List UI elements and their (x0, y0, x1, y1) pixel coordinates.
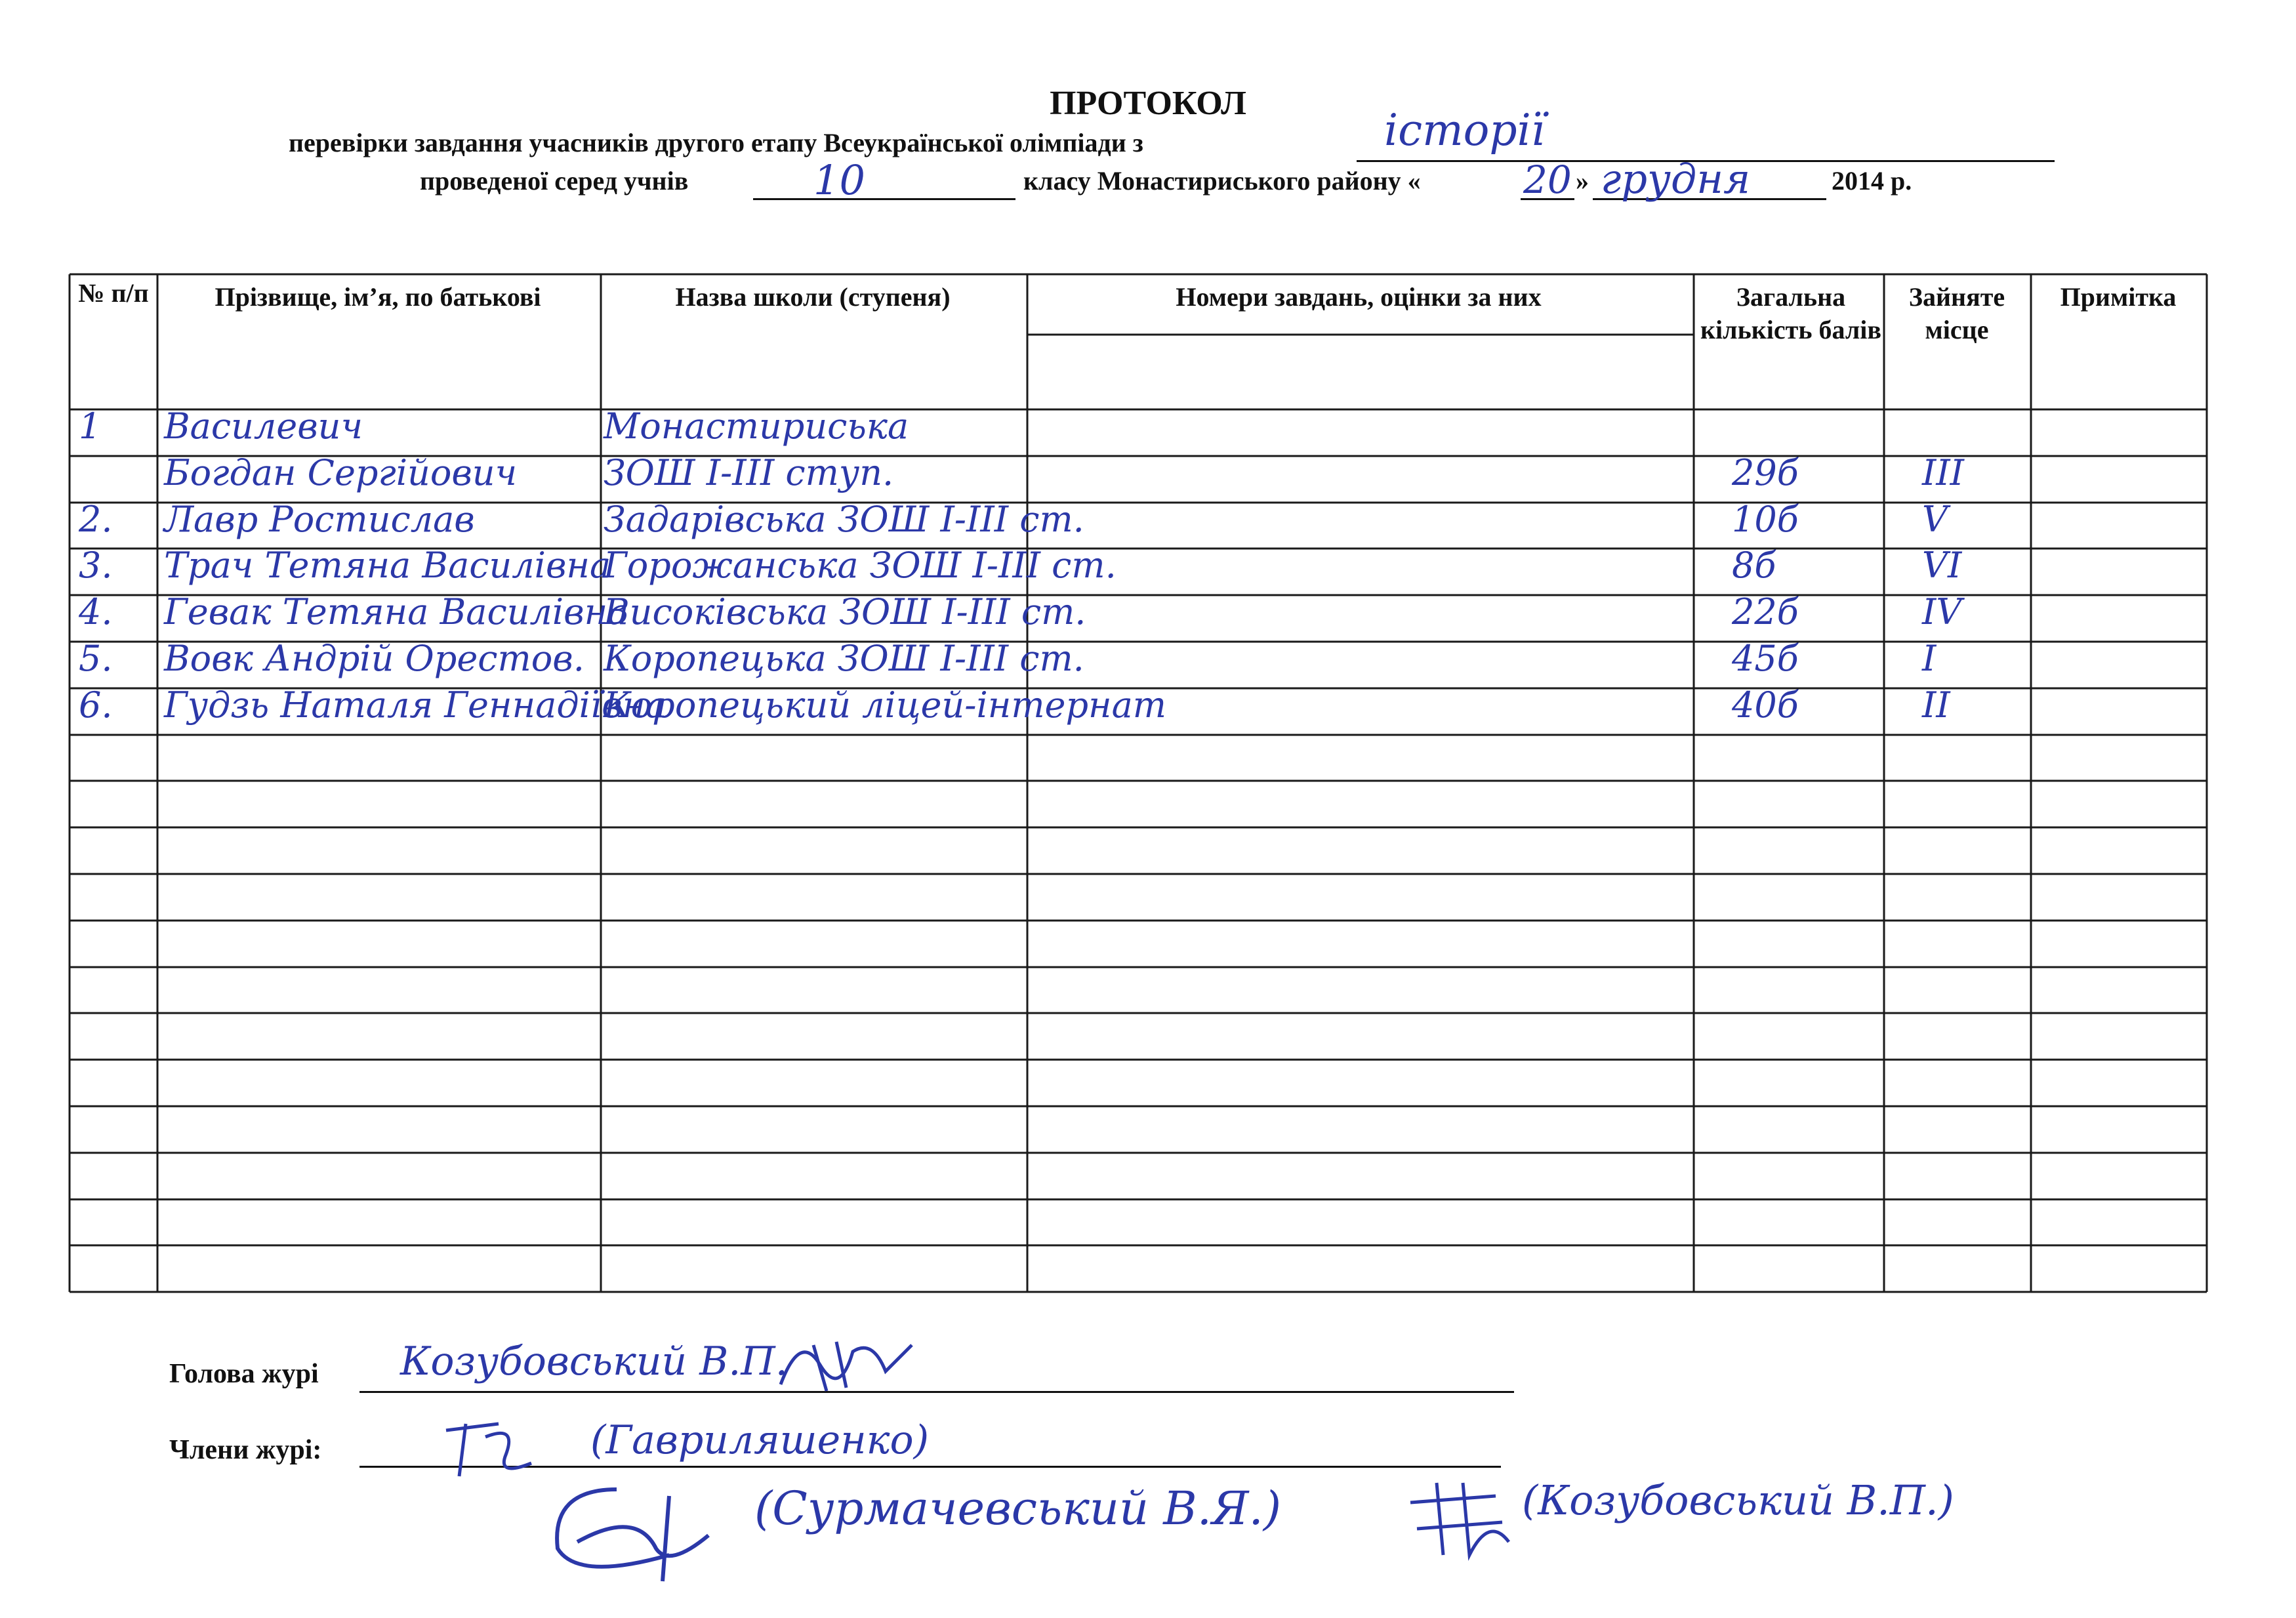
row-total: 10б (1732, 499, 1799, 540)
row-school: Високівська ЗОШ І-ІІІ ст. (604, 591, 1086, 633)
row-total: 8б (1732, 545, 1776, 586)
line2-text-b: класу Монастириського району « (1023, 166, 1421, 196)
jury-member-2: (Сурмачевський В.Я.) (754, 1482, 1282, 1535)
grade-underline (753, 198, 1015, 200)
row-school: Коропецька ЗОШ І-ІІІ ст. (604, 638, 1084, 679)
row-place: V (1922, 499, 1948, 540)
row-name: Богдан Сергійович (164, 452, 518, 493)
row-school: Монастириська (604, 405, 909, 447)
row-num: 2. (79, 499, 113, 540)
row-num: 6. (79, 684, 113, 726)
row-school: Коропецький ліцей-інтернат (604, 684, 1167, 726)
month-handwritten: грудня (1601, 155, 1751, 203)
row-total: 40б (1732, 684, 1799, 726)
row-school: Задарівська ЗОШ І-ІІІ ст. (604, 499, 1084, 540)
jury-head-name: Козубовський В.П. (400, 1338, 788, 1384)
row-num: 4. (79, 591, 113, 633)
row-name: Гевак Тетяна Василівна (164, 591, 629, 633)
member3-signature-icon (1397, 1476, 1515, 1562)
row-place: ІІ (1922, 684, 1950, 726)
line2-text-d: 2014 р. (1832, 166, 1912, 196)
row-name: Лавр Ростислав (164, 499, 475, 540)
header-line-1 (289, 127, 1143, 158)
header-school: Назва школи (ступеня) (675, 282, 951, 312)
line2-text-c-wrap (1576, 165, 1589, 196)
day-handwritten: 20 (1523, 157, 1572, 202)
row-school: Горожанська ЗОШ І-ІІІ ст. (604, 545, 1117, 586)
head-signature-icon (774, 1325, 918, 1404)
grade-handwritten: 10 (813, 156, 865, 204)
row-num: 1 (79, 405, 102, 447)
line2-text-c: » (1576, 166, 1589, 196)
line2-text-a: проведеної серед учнів (420, 166, 689, 196)
row-name: Василевич (164, 405, 363, 447)
row-total: 45б (1732, 638, 1799, 679)
jury-members-label: Члени журі: (169, 1435, 322, 1465)
jury-head-label: Голова журі (169, 1359, 319, 1389)
row-total: 29б (1732, 452, 1799, 493)
document-title: ПРОТОКОЛ (1050, 85, 1246, 122)
row-name: Трач Тетяна Василівна (164, 545, 611, 586)
header-num: № п/п (78, 278, 149, 308)
member2-signature-icon (538, 1470, 735, 1601)
jury-member-3: (Козубовський В.П.) (1522, 1476, 1954, 1524)
jury-head-underline (359, 1391, 1514, 1393)
line2-text-d-wrap (1832, 165, 1912, 196)
row-num: 3. (79, 545, 113, 586)
row-place: І (1922, 638, 1937, 679)
header-total: Загальна кількість балів (1700, 282, 1881, 344)
row-place: IV (1922, 591, 1962, 633)
row-place: VI (1922, 545, 1962, 586)
header-tasks: Номери завдань, оцінки за них (1176, 282, 1542, 312)
row-place: ІІІ (1922, 452, 1964, 493)
jury-member-1: (Гавриляшенко) (590, 1417, 930, 1463)
row-name: Вовк Андрій Орестов. (164, 638, 584, 679)
row-total: 22б (1732, 591, 1799, 633)
row-school: ЗОШ І-ІІІ ступ. (604, 452, 894, 493)
header-line-2 (420, 165, 688, 196)
header-place: Зайняте місце (1908, 282, 2005, 344)
header-line-1-text: перевірки завдання учасників другого етапу Всеукраїнської олімпіади з (289, 128, 1143, 157)
line2-text-b-wrap (1023, 165, 1421, 196)
header-note: Примітка (2060, 282, 2177, 312)
member-signature-icon (440, 1411, 544, 1483)
subject-handwritten: історії (1384, 105, 1545, 156)
row-name: Гудзь Наталя Геннадіївна (164, 684, 667, 726)
header-name: Прізвище, ім’я, по батькові (215, 282, 541, 312)
row-num: 5. (79, 638, 113, 679)
